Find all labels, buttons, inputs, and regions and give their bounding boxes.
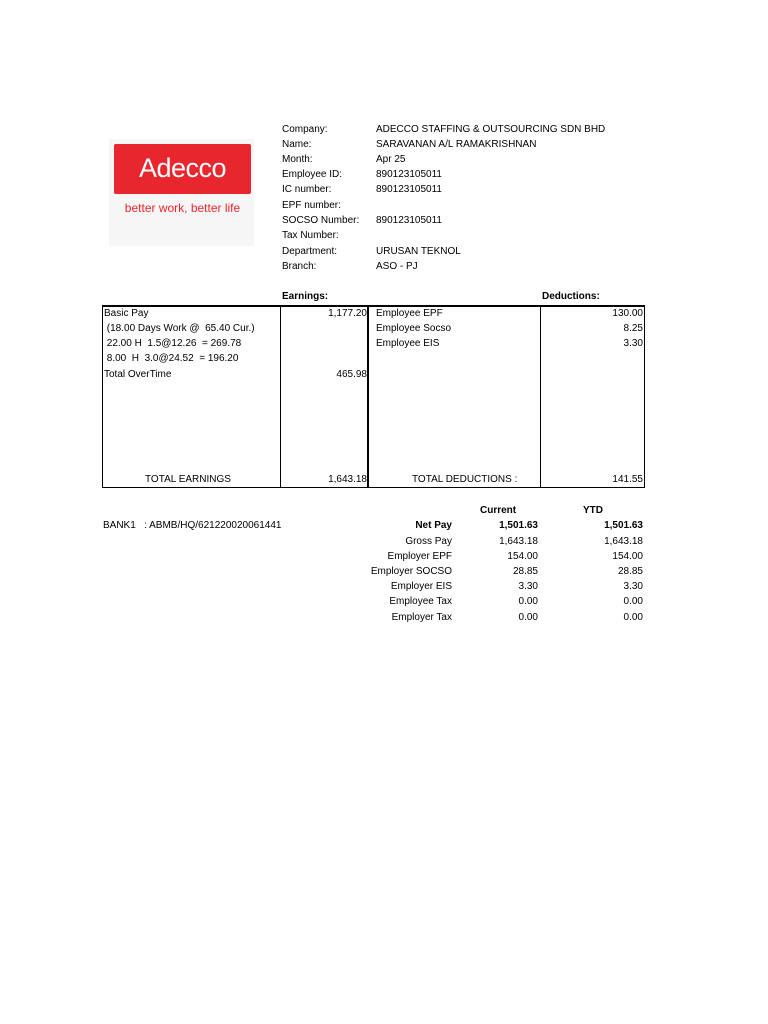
earnings-line-text: Basic Pay [104,308,149,319]
pay-table [102,305,645,488]
summary-label: Employee Tax [389,596,452,607]
earnings-header: Earnings: [282,291,329,302]
info-label: Department: [282,246,338,257]
table-divider [367,306,369,487]
total-deductions-amount: 141.55 [612,474,643,485]
logo-badge [114,144,251,194]
total-earnings-label: TOTAL EARNINGS [145,474,231,485]
summary-ytd: 3.30 [623,581,643,592]
info-label: EPF number: [282,200,341,211]
logo-tagline: better work, better life [124,201,241,215]
summary-ytd: 1,643.18 [604,536,643,547]
info-label: IC number: [282,184,332,195]
info-value: 890123105011 [376,184,442,195]
logo-wordmark: Adecco [138,153,227,183]
bank-account: BANK1 : ABMB/HQ/621220020061441 [103,520,282,531]
info-label: Company: [282,124,328,135]
summary-ytd: 0.00 [623,596,643,607]
info-value: URUSAN TEKNOL [376,246,461,257]
deduction-line-amount: 8.25 [623,323,643,334]
deduction-line-text: Employee EPF [376,308,443,319]
summary-current: 0.00 [518,612,538,623]
earnings-line-text: Total OverTime [104,369,172,380]
deductions-header: Deductions: [542,291,600,302]
column-header-ytd: YTD [583,505,603,516]
summary-current: 3.30 [518,581,538,592]
total-deductions-label: TOTAL DEDUCTIONS : [412,474,518,485]
summary-label: Net Pay [415,520,452,531]
earnings-line-text: (18.00 Days Work @ 65.40 Cur.) [104,323,255,334]
deduction-line-text: Employee EIS [376,338,440,349]
earnings-line-amount: 465.98 [336,369,367,380]
deduction-line-amount: 130.00 [612,308,643,319]
summary-current: 0.00 [518,596,538,607]
info-value: 890123105011 [376,215,442,226]
info-value: ASO - PJ [376,261,418,272]
summary-ytd: 28.85 [617,566,643,577]
summary-label: Employer EPF [387,551,452,562]
info-value: SARAVANAN A/L RAMAKRISHNAN [376,139,537,150]
total-earnings-amount: 1,643.18 [328,474,367,485]
earnings-line-amount [281,351,367,366]
info-label: Month: [282,154,313,165]
summary-label: Employer Tax [391,612,452,623]
summary-ytd: 0.00 [623,612,643,623]
info-value: ADECCO STAFFING & OUTSOURCING SDN BHD [376,124,606,135]
summary-ytd: 1,501.63 [604,520,643,531]
deduction-line-text: Employee Socso [376,323,452,334]
info-label: Employee ID: [282,169,343,180]
info-label: Branch: [282,261,317,272]
deduction-line-amount: 3.30 [623,338,643,349]
info-label: Tax Number: [282,230,339,241]
earnings-line-amount [281,321,367,336]
earnings-line-amount: 1,177.20 [328,308,367,319]
column-header-current: Current [480,505,517,516]
earnings-line-text: 22.00 H 1.5@12.26 = 269.78 [104,338,242,349]
info-label: Name: [282,139,312,150]
summary-label: Employer SOCSO [370,566,452,577]
summary-current: 28.85 [512,566,538,577]
company-logo [109,139,254,246]
info-value: Apr 25 [376,154,406,165]
summary-ytd: 154.00 [612,551,643,562]
info-label: SOCSO Number: [282,215,360,226]
summary-current: 1,643.18 [499,536,538,547]
summary-label: Gross Pay [405,536,452,547]
summary-current: 154.00 [507,551,538,562]
summary-label: Employer EIS [390,581,452,592]
info-value: 890123105011 [376,169,442,180]
earnings-line-text: 8.00 H 3.0@24.52 = 196.20 [104,353,239,364]
summary-current: 1,501.63 [499,520,538,531]
earnings-line-amount [281,336,367,351]
